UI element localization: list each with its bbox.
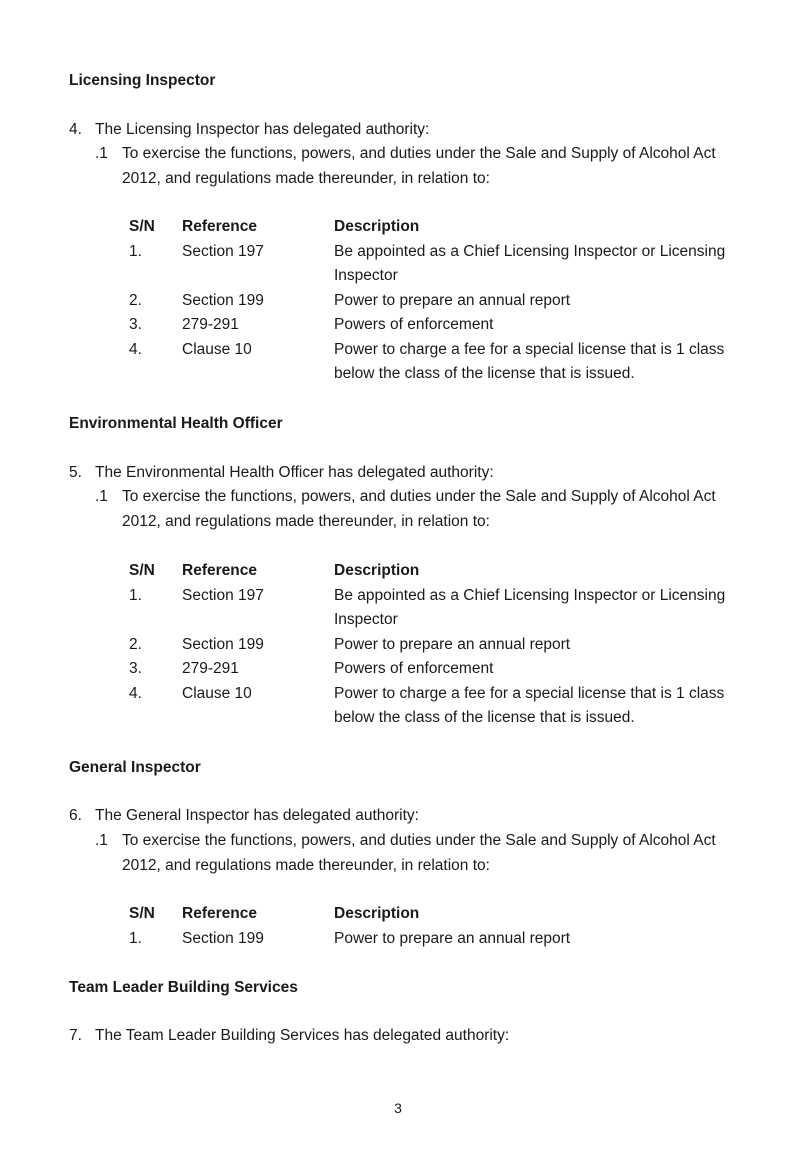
cell-description: Power to charge a fee for a special license that is 1 class below the class of the license that is issued. [334,340,725,382]
table-row [124,633,734,658]
delegation-table [124,902,734,951]
subclause-paragraph [95,829,745,878]
column-header-reference: Reference [182,218,257,235]
section-heading: Team Leader Building Services [69,979,298,996]
cell-reference: 279-291 [182,660,239,677]
subclause-number: .1 [95,488,108,505]
cell-description: Be appointed as a Chief Licensing Inspector or Licensing Inspector [334,242,726,284]
column-header-reference: Reference [182,905,257,922]
clause-paragraph [69,1024,509,1048]
clause-paragraph [69,461,494,485]
cell-reference: Clause 10 [182,684,252,702]
clause-text: The Team Leader Building Services has delegated authority: [95,1027,510,1044]
column-header-description: Description [334,562,420,579]
delegation-table [124,215,734,387]
subclause-text: To exercise the functions, powers, and duties under the Sale and Supply of Alcohol Act 2012, and regulations made thereunder, in relation to: [122,488,716,530]
clause-number: 4. [69,121,82,138]
section-heading: Licensing Inspector [69,72,216,89]
cell-reference: Section 199 [182,291,264,309]
subclause-paragraph [95,142,745,191]
clause-paragraph [69,804,419,828]
section-heading: Environmental Health Officer [69,415,283,432]
cell-sn: 2. [129,291,142,309]
subclause-number: .1 [95,832,108,849]
subclause-paragraph [95,485,745,534]
table-row [124,289,734,314]
cell-sn: 4. [129,340,142,358]
section-heading: General Inspector [69,759,201,776]
page-number: 3 [394,1100,402,1116]
subclause-text: To exercise the functions, powers, and duties under the Sale and Supply of Alcohol Act 2012, and regulations made thereunder, in relation to: [122,832,716,874]
cell-reference: Section 197 [182,586,264,604]
cell-sn: 1. [129,586,142,604]
table-header-row [124,215,734,240]
cell-sn: 2. [129,635,142,653]
cell-reference: Section 199 [182,635,264,653]
delegation-table [124,559,734,731]
table-row [124,927,734,952]
cell-description: Powers of enforcement [334,660,494,677]
cell-reference: Section 199 [182,929,264,947]
table-row [124,657,734,682]
subclause-number: .1 [95,145,108,162]
cell-sn: 3. [129,660,142,677]
table-row [124,338,734,387]
clause-text: The Licensing Inspector has delegated authority: [95,121,430,138]
clause-paragraph [69,118,429,142]
cell-description: Power to prepare an annual report [334,929,571,947]
table-row [124,682,734,731]
clause-number: 6. [69,807,82,824]
table-header-row [124,902,734,927]
clause-number: 7. [69,1027,82,1044]
cell-reference: Clause 10 [182,340,252,358]
cell-description: Power to charge a fee for a special license that is 1 class below the class of the license that is issued. [334,684,725,726]
cell-description: Power to prepare an annual report [334,635,571,653]
column-header-description: Description [334,218,420,235]
cell-sn: 1. [129,242,142,260]
column-header-sn: S/N [129,905,155,922]
cell-sn: 4. [129,684,142,702]
clause-number: 5. [69,464,82,481]
table-row [124,313,734,338]
cell-sn: 1. [129,929,142,947]
table-row [124,240,734,289]
cell-reference: Section 197 [182,242,264,260]
cell-sn: 3. [129,316,142,333]
table-header-row [124,559,734,584]
column-header-reference: Reference [182,562,257,579]
column-header-sn: S/N [129,562,155,579]
column-header-sn: S/N [129,218,155,235]
subclause-text: To exercise the functions, powers, and duties under the Sale and Supply of Alcohol Act 2012, and regulations made thereunder, in relation to: [122,145,716,187]
cell-description: Powers of enforcement [334,316,494,333]
cell-reference: 279-291 [182,316,239,333]
cell-description: Be appointed as a Chief Licensing Inspector or Licensing Inspector [334,586,726,628]
clause-text: The General Inspector has delegated authority: [95,807,419,824]
column-header-description: Description [334,905,420,922]
clause-text: The Environmental Health Officer has delegated authority: [95,464,494,481]
table-row [124,584,734,633]
cell-description: Power to prepare an annual report [334,291,571,309]
